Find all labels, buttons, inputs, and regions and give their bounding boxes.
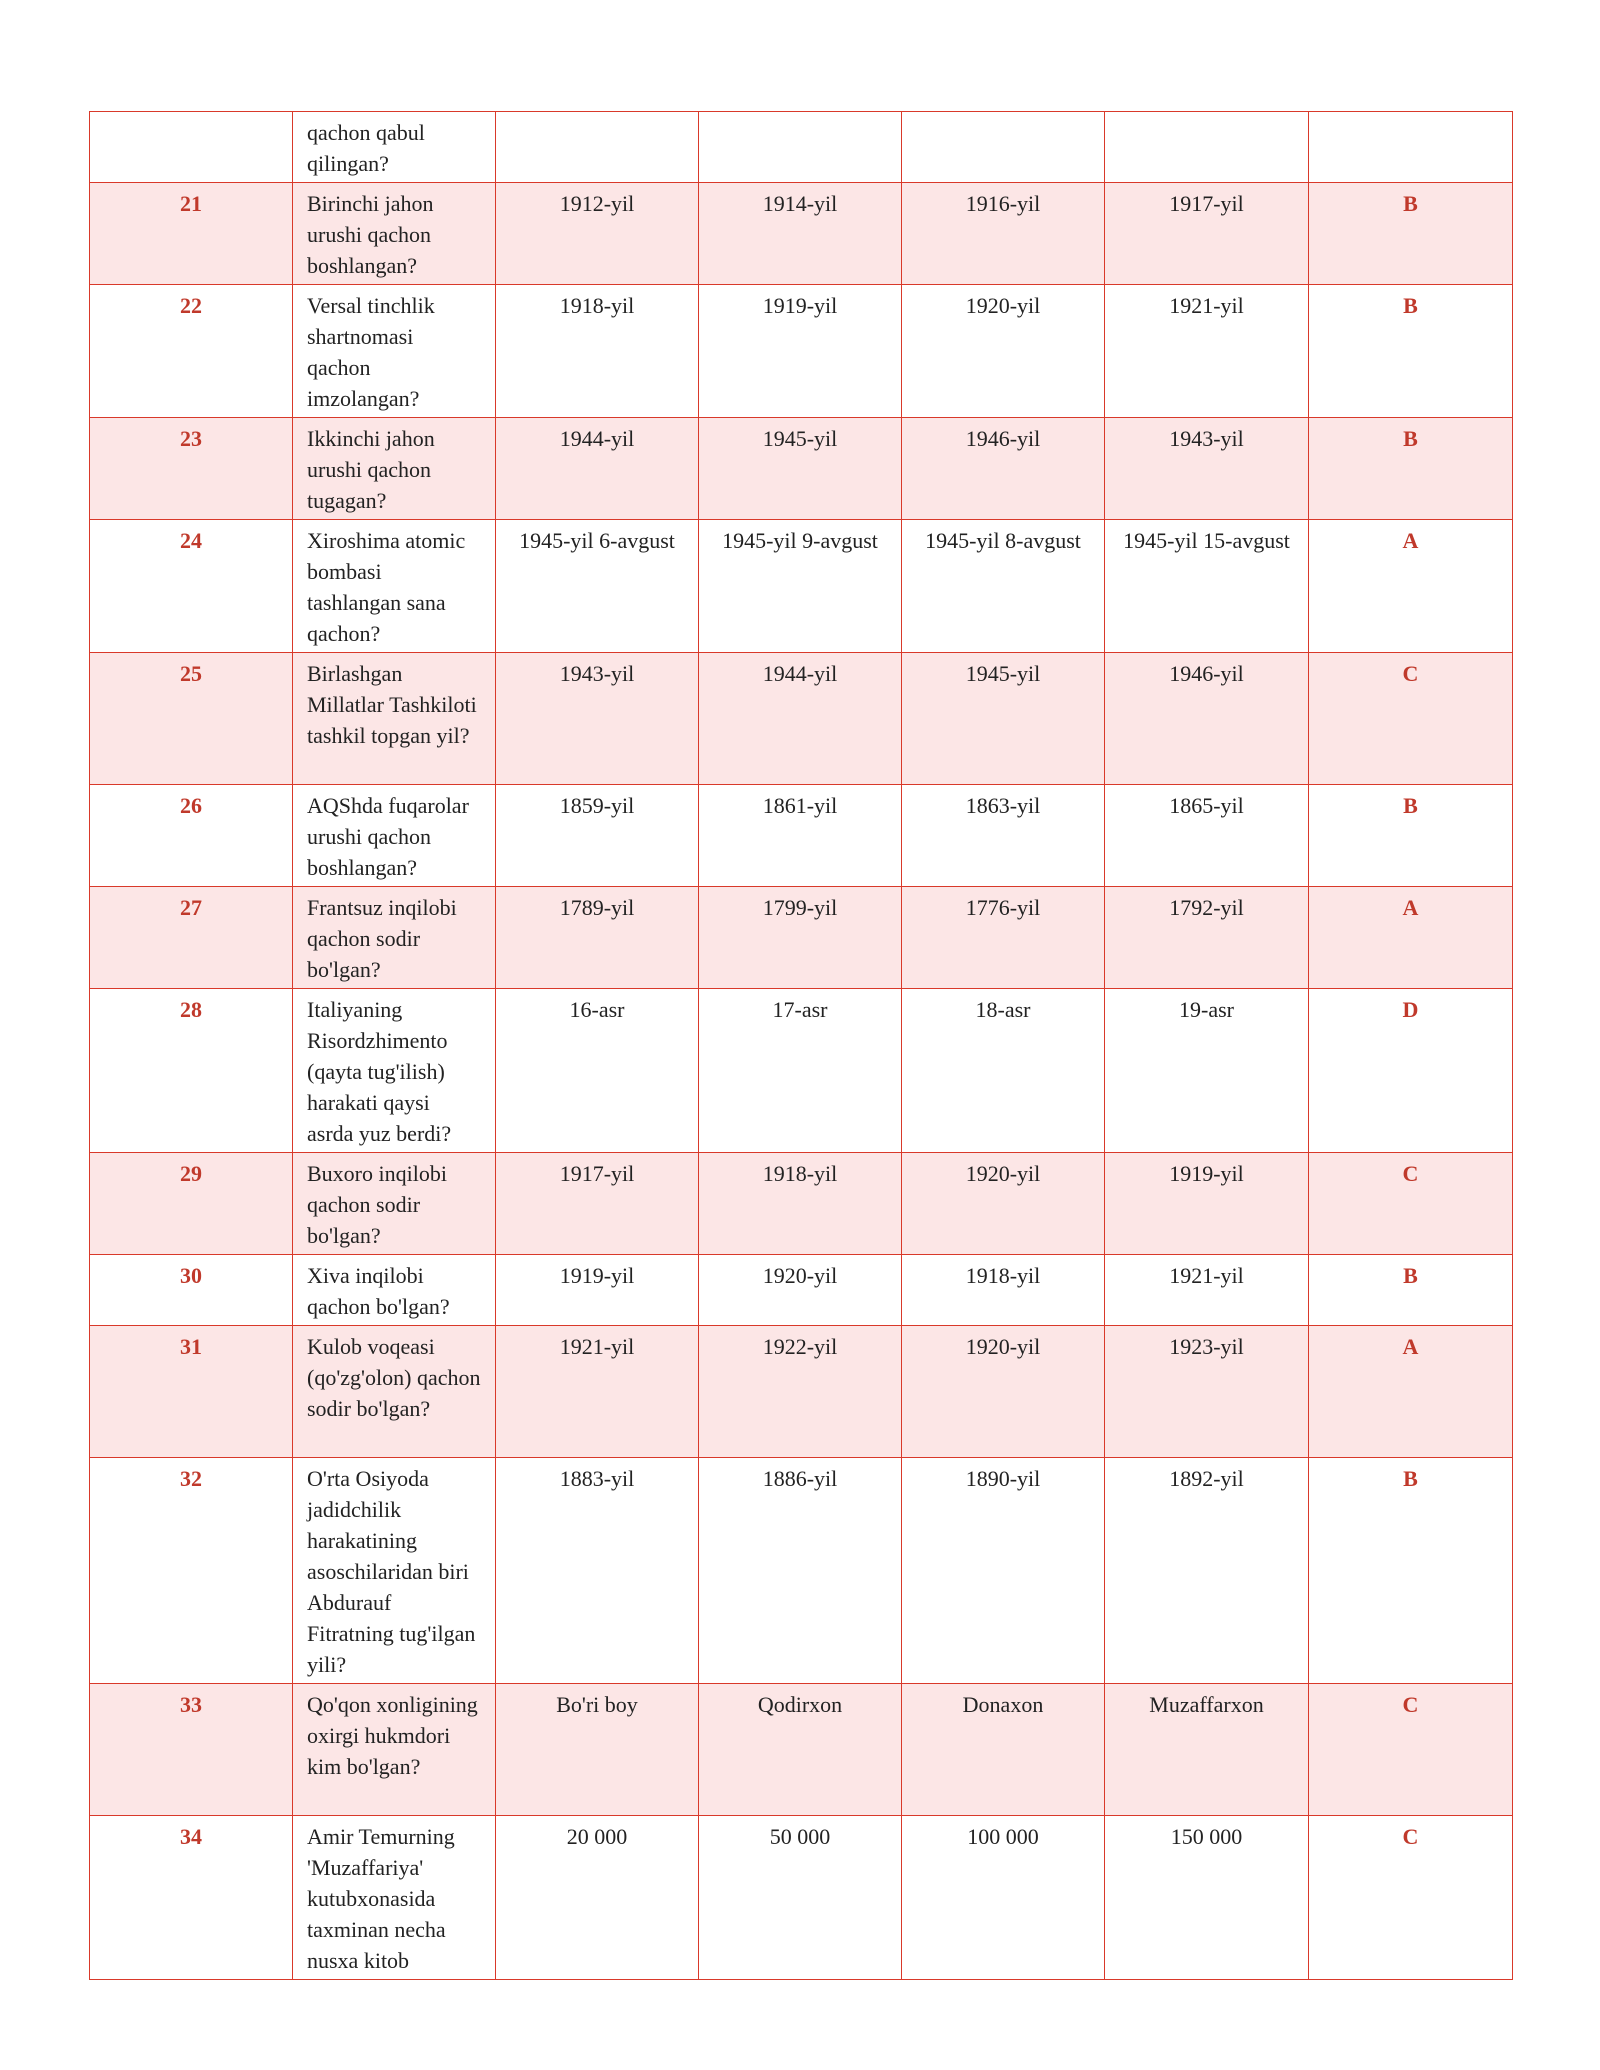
option-a xyxy=(496,112,699,183)
option-b: 1944-yil xyxy=(699,653,902,785)
option-a: 1918-yil xyxy=(496,285,699,418)
option-b: 1886-yil xyxy=(699,1458,902,1684)
option-b: 1914-yil xyxy=(699,183,902,285)
option-b: 1945-yil xyxy=(699,418,902,520)
question-number: 27 xyxy=(90,887,293,989)
question-number: 30 xyxy=(90,1255,293,1326)
option-b: 1799-yil xyxy=(699,887,902,989)
option-b: 1919-yil xyxy=(699,285,902,418)
option-d xyxy=(1105,112,1309,183)
option-d: 1946-yil xyxy=(1105,653,1309,785)
table-row xyxy=(90,989,1513,1153)
option-b: 50 000 xyxy=(699,1816,902,1980)
question-text: Italiyaning Risordzhimento (qayta tug'ilish) harakati qaysi asrda yuz berdi? xyxy=(293,989,496,1153)
option-a: 1944-yil xyxy=(496,418,699,520)
document-page xyxy=(89,111,1512,1980)
option-d: 1919-yil xyxy=(1105,1153,1309,1255)
option-d: 19-asr xyxy=(1105,989,1309,1153)
option-a: 1912-yil xyxy=(496,183,699,285)
question-number: 25 xyxy=(90,653,293,785)
option-a: 1859-yil xyxy=(496,785,699,887)
correct-answer: A xyxy=(1309,1326,1513,1458)
question-text: Xiva inqilobi qachon bo'lgan? xyxy=(293,1255,496,1326)
question-number: 22 xyxy=(90,285,293,418)
table-row xyxy=(90,1255,1513,1326)
question-text: Qo'qon xonligining oxirgi hukmdori kim bo'lgan? xyxy=(293,1684,496,1816)
question-text: Xiroshima atomic bombasi tashlangan sana qachon? xyxy=(293,520,496,653)
table-row xyxy=(90,653,1513,785)
option-c: 1863-yil xyxy=(902,785,1105,887)
table-row xyxy=(90,1684,1513,1816)
option-b: 1922-yil xyxy=(699,1326,902,1458)
question-text: AQShda fuqarolar urushi qachon boshlangan? xyxy=(293,785,496,887)
correct-answer xyxy=(1309,112,1513,183)
option-c: 1916-yil xyxy=(902,183,1105,285)
option-c: 1890-yil xyxy=(902,1458,1105,1684)
question-number: 31 xyxy=(90,1326,293,1458)
option-d: 1865-yil xyxy=(1105,785,1309,887)
table-row xyxy=(90,520,1513,653)
question-number: 34 xyxy=(90,1816,293,1980)
option-c: 18-asr xyxy=(902,989,1105,1153)
table-row xyxy=(90,1153,1513,1255)
table-row xyxy=(90,1326,1513,1458)
correct-answer: C xyxy=(1309,653,1513,785)
option-d: 150 000 xyxy=(1105,1816,1309,1980)
option-d: 1921-yil xyxy=(1105,285,1309,418)
table-row xyxy=(90,1458,1513,1684)
option-d: 1943-yil xyxy=(1105,418,1309,520)
option-c: 1918-yil xyxy=(902,1255,1105,1326)
question-text: Birlashgan Millatlar Tashkiloti tashkil topgan yil? xyxy=(293,653,496,785)
question-number: 26 xyxy=(90,785,293,887)
correct-answer: B xyxy=(1309,418,1513,520)
question-text: Amir Temurning 'Muzaffariya' kutubxonasida taxminan necha nusxa kitob xyxy=(293,1816,496,1980)
correct-answer: B xyxy=(1309,1458,1513,1684)
option-c: 1946-yil xyxy=(902,418,1105,520)
option-a: Bo'ri boy xyxy=(496,1684,699,1816)
option-a: 1917-yil xyxy=(496,1153,699,1255)
table-row xyxy=(90,418,1513,520)
option-b: 17-asr xyxy=(699,989,902,1153)
question-text: Ikkinchi jahon urushi qachon tugagan? xyxy=(293,418,496,520)
table-row xyxy=(90,285,1513,418)
option-c: 1920-yil xyxy=(902,285,1105,418)
question-text: qachon qabul qilingan? xyxy=(293,112,496,183)
table-row xyxy=(90,887,1513,989)
option-b: Qodirxon xyxy=(699,1684,902,1816)
question-number: 28 xyxy=(90,989,293,1153)
question-number: 32 xyxy=(90,1458,293,1684)
correct-answer: C xyxy=(1309,1684,1513,1816)
question-number: 33 xyxy=(90,1684,293,1816)
question-number xyxy=(90,112,293,183)
correct-answer: B xyxy=(1309,1255,1513,1326)
option-c: 1920-yil xyxy=(902,1153,1105,1255)
option-a: 1921-yil xyxy=(496,1326,699,1458)
option-a: 1883-yil xyxy=(496,1458,699,1684)
table-row xyxy=(90,112,1513,183)
quiz-table xyxy=(89,111,1513,1980)
question-text: Versal tinchlik shartnomasi qachon imzolangan? xyxy=(293,285,496,418)
correct-answer: A xyxy=(1309,520,1513,653)
question-number: 24 xyxy=(90,520,293,653)
option-a: 16-asr xyxy=(496,989,699,1153)
option-c: 1920-yil xyxy=(902,1326,1105,1458)
option-b: 1918-yil xyxy=(699,1153,902,1255)
option-d: 1945-yil 15-avgust xyxy=(1105,520,1309,653)
question-number: 23 xyxy=(90,418,293,520)
option-a: 1919-yil xyxy=(496,1255,699,1326)
option-c xyxy=(902,112,1105,183)
option-d: 1892-yil xyxy=(1105,1458,1309,1684)
question-text: O'rta Osiyoda jadidchilik harakatining asoschilaridan biri Abdurauf Fitratning tug'ilgan yili? xyxy=(293,1458,496,1684)
option-a: 1789-yil xyxy=(496,887,699,989)
option-b: 1920-yil xyxy=(699,1255,902,1326)
correct-answer: C xyxy=(1309,1816,1513,1980)
option-c: 1945-yil xyxy=(902,653,1105,785)
table-row xyxy=(90,183,1513,285)
quiz-table-body xyxy=(90,112,1513,1980)
option-c: 1945-yil 8-avgust xyxy=(902,520,1105,653)
option-d: 1917-yil xyxy=(1105,183,1309,285)
table-row xyxy=(90,785,1513,887)
question-number: 21 xyxy=(90,183,293,285)
correct-answer: C xyxy=(1309,1153,1513,1255)
option-d: 1792-yil xyxy=(1105,887,1309,989)
question-text: Kulob voqeasi (qo'zg'olon) qachon sodir bo'lgan? xyxy=(293,1326,496,1458)
option-d: 1923-yil xyxy=(1105,1326,1309,1458)
option-b: 1945-yil 9-avgust xyxy=(699,520,902,653)
question-text: Birinchi jahon urushi qachon boshlangan? xyxy=(293,183,496,285)
option-a: 1945-yil 6-avgust xyxy=(496,520,699,653)
question-number: 29 xyxy=(90,1153,293,1255)
option-d: Muzaffarxon xyxy=(1105,1684,1309,1816)
option-c: Donaxon xyxy=(902,1684,1105,1816)
question-text: Frantsuz inqilobi qachon sodir bo'lgan? xyxy=(293,887,496,989)
option-b: 1861-yil xyxy=(699,785,902,887)
option-d: 1921-yil xyxy=(1105,1255,1309,1326)
correct-answer: B xyxy=(1309,183,1513,285)
option-b xyxy=(699,112,902,183)
question-text: Buxoro inqilobi qachon sodir bo'lgan? xyxy=(293,1153,496,1255)
option-a: 1943-yil xyxy=(496,653,699,785)
correct-answer: B xyxy=(1309,785,1513,887)
correct-answer: D xyxy=(1309,989,1513,1153)
option-c: 1776-yil xyxy=(902,887,1105,989)
option-a: 20 000 xyxy=(496,1816,699,1980)
table-row xyxy=(90,1816,1513,1980)
option-c: 100 000 xyxy=(902,1816,1105,1980)
correct-answer: B xyxy=(1309,285,1513,418)
correct-answer: A xyxy=(1309,887,1513,989)
